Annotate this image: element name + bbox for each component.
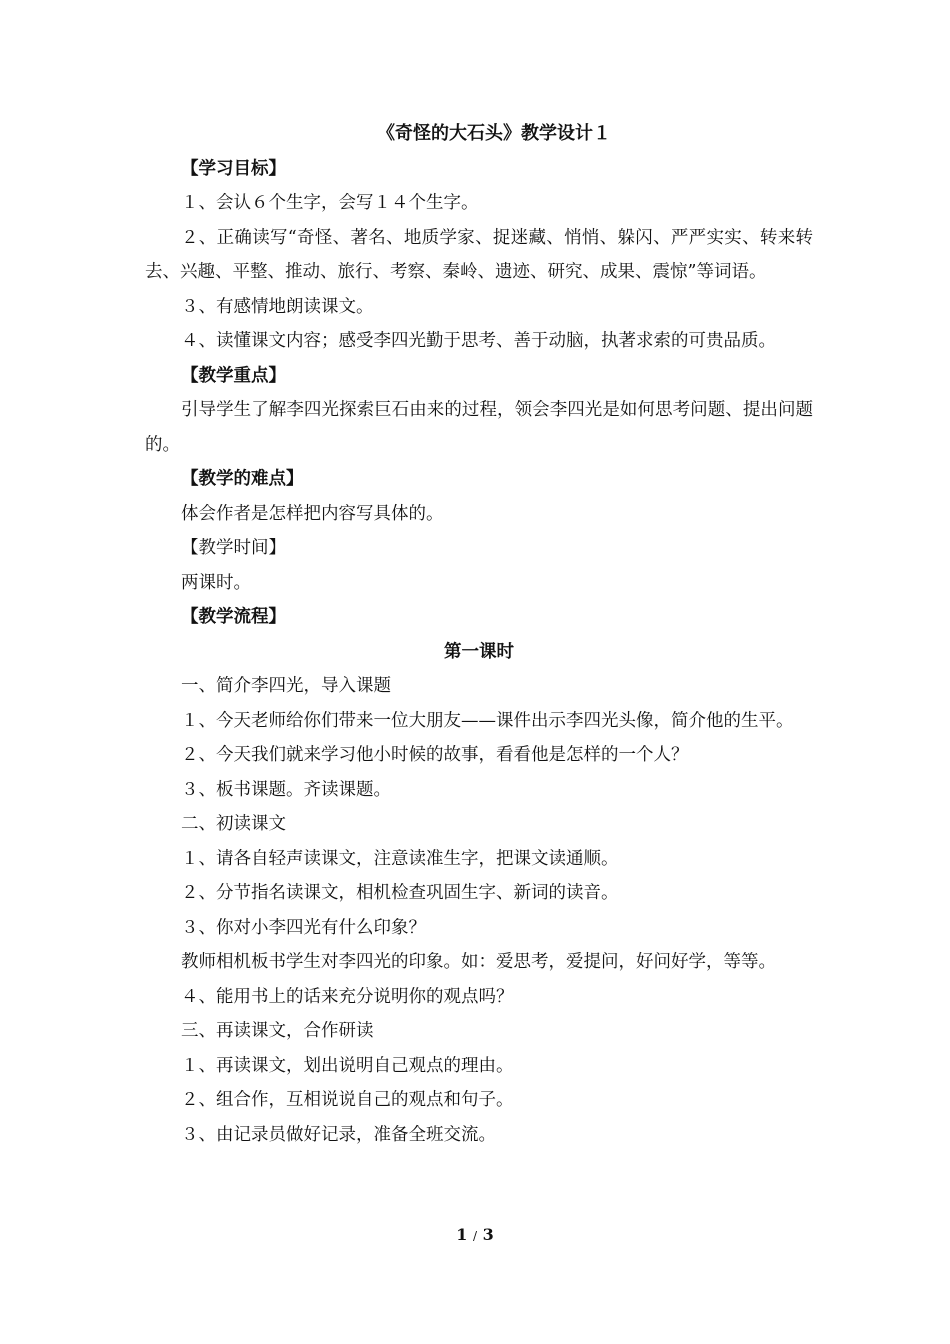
list-item: １、请各自轻声读课文，注意读准生字，把课文读通顺。 xyxy=(181,848,619,869)
objective-item: ２、正确读写“奇怪、著名、地质学家、捉迷藏、悄悄、躲闪、严严实实、转来转去、兴趣、平整、推动、旅行、考察、秦岭、遗迹、研究、成果、震惊”等词语。 xyxy=(145,227,813,282)
focus-heading: 【教学重点】 xyxy=(181,365,286,386)
list-item: ３、由记录员做好记录，准备全班交流。 xyxy=(181,1124,496,1145)
list-item: ３、你对小李四光有什么印象？ xyxy=(181,917,426,938)
page-total: 3 xyxy=(482,1225,494,1244)
process-heading: 【教学流程】 xyxy=(181,607,286,627)
list-item: ２、组合作，互相说说自己的观点和句子。 xyxy=(181,1090,514,1110)
difficulty-text: 体会作者是怎样把内容写具体的。 xyxy=(181,503,444,524)
objective-item: ４、读懂课文内容；感受李四光勤于思考、善于动脑，执著求索的可贵品质。 xyxy=(181,331,776,351)
list-item: １、今天老师给你们带来一位大朋友——课件出示李四光头像，简介他的生平。 xyxy=(181,710,794,731)
focus-text: 引导学生了解李四光探索巨石由来的过程，领会李四光是如何思考问题、提出问题的。 xyxy=(145,400,813,455)
time-heading: 【教学时间】 xyxy=(181,538,286,558)
page-current: 1 xyxy=(456,1225,468,1244)
page-number xyxy=(0,1225,950,1244)
list-item: １、再读课文，划出说明自己观点的理由。 xyxy=(181,1055,514,1076)
list-item: ２、分节指名读课文，相机检查巩固生字、新词的读音。 xyxy=(181,883,619,903)
objective-item: １、会认６个生字，会写１４个生字。 xyxy=(181,193,479,213)
list-item: ３、板书课题。齐读课题。 xyxy=(181,779,391,800)
section-heading: 一、简介李四光，导入课题 xyxy=(181,676,391,696)
time-text: 两课时。 xyxy=(181,572,251,593)
document-title: 《奇怪的大石头》教学设计１ xyxy=(377,123,611,144)
document-body xyxy=(145,117,813,1152)
section-heading: 三、再读课文，合作研读 xyxy=(181,1021,374,1041)
list-item: ４、能用书上的话来充分说明你的观点吗？ xyxy=(181,986,514,1007)
list-item: 教师相机板书学生对李四光的印象。如：爱思考，爱提问，好问好学，等等。 xyxy=(181,952,776,972)
lesson-heading: 第一课时 xyxy=(444,641,514,662)
objective-item: ３、有感情地朗读课文。 xyxy=(181,296,374,317)
page-separator: / xyxy=(472,1229,478,1243)
objectives-heading: 【学习目标】 xyxy=(181,158,286,179)
list-item: ２、今天我们就来学习他小时候的故事，看看他是怎样的一个人？ xyxy=(181,745,689,765)
section-heading: 二、初读课文 xyxy=(181,814,286,834)
difficulty-heading: 【教学的难点】 xyxy=(181,469,304,489)
